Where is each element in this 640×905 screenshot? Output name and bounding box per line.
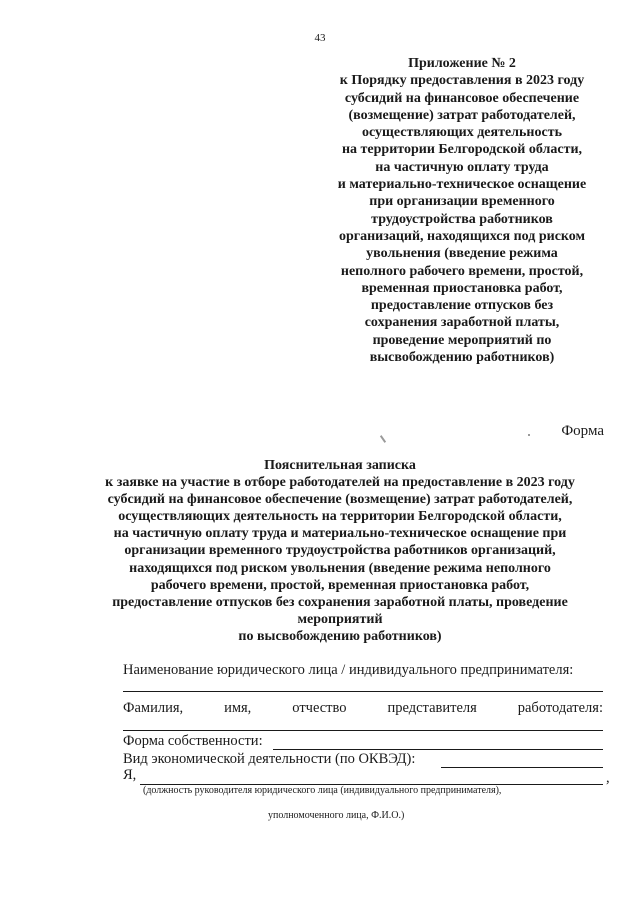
ownership-label: Форма собственности: bbox=[123, 733, 263, 749]
appendix-line: временная приостановка работ, bbox=[361, 280, 563, 296]
representative-word: имя, bbox=[224, 700, 252, 716]
ownership-field[interactable] bbox=[273, 749, 603, 750]
representative-field[interactable] bbox=[123, 730, 603, 731]
note-line: рабочего времени, простой, временная приостановка работ, bbox=[150, 577, 530, 593]
okved-row bbox=[123, 751, 603, 768]
appendix-line: и материально-техническое оснащение bbox=[337, 177, 587, 193]
appendix-line: к Порядку предоставления в 2023 году bbox=[339, 73, 585, 89]
legal-entity-label: Наименование юридического лица / индивидуального предпринимателя: bbox=[123, 662, 574, 678]
note-line: осуществляющих деятельность на территории Белгородской области, bbox=[118, 509, 562, 525]
okved-label: Вид экономической деятельности (по ОКВЭД): bbox=[123, 751, 416, 767]
ownership-row bbox=[123, 733, 603, 750]
appendix-line: при организации временного bbox=[369, 194, 555, 210]
appendix-line: неполного рабочего времени, простой, bbox=[340, 263, 584, 279]
note-line: на частичную оплату труда и материально-техническое оснащение при bbox=[113, 526, 567, 542]
form-label: Форма bbox=[561, 423, 604, 439]
appendix-line: на частичную оплату труда bbox=[375, 159, 549, 175]
representative-word: отчество bbox=[292, 700, 347, 716]
representative-word: представителя bbox=[387, 700, 477, 716]
representative-label bbox=[123, 700, 603, 717]
appendix-line: увольнения (введение режима bbox=[366, 246, 558, 262]
appendix-line: предоставление отпусков без bbox=[370, 298, 554, 314]
appendix-line: трудоустройства работников bbox=[371, 211, 553, 227]
appendix-line: (возмещение) затрат работодателей, bbox=[348, 107, 576, 123]
appendix-line: субсидий на финансовое обеспечение bbox=[344, 90, 580, 106]
appendix-line: проведение мероприятий по bbox=[372, 332, 552, 348]
legal-entity-field[interactable] bbox=[123, 691, 603, 692]
scan-mark bbox=[528, 434, 530, 436]
note-line: предоставление отпусков без сохранения заработной платы, проведение bbox=[112, 594, 568, 610]
appendix-line: Приложение № 2 bbox=[408, 56, 516, 71]
ya-label: Я, bbox=[123, 767, 137, 783]
representative-word: Фамилия, bbox=[123, 700, 184, 716]
note-line: мероприятий bbox=[297, 611, 383, 627]
ya-row bbox=[123, 767, 603, 784]
appendix-line: осуществляющих деятельность bbox=[362, 125, 562, 141]
note-line: находящихся под риском увольнения (введение режима неполного bbox=[129, 560, 551, 576]
appendix-line: высвобождению работников) bbox=[369, 350, 555, 366]
appendix-header bbox=[312, 55, 612, 366]
authorized-caption: уполномоченного лица, Ф.И.О.) bbox=[268, 810, 405, 821]
page-number: 43 bbox=[314, 32, 326, 44]
appendix-line: на территории Белгородской области, bbox=[341, 142, 583, 158]
trailing-comma: , bbox=[606, 770, 610, 786]
note-line: субсидий на финансовое обеспечение (возмещение) затрат работодателей, bbox=[107, 492, 573, 508]
note-title: Пояснительная записка bbox=[264, 458, 416, 473]
explanatory-note-header bbox=[60, 457, 620, 645]
position-caption: (должность руководителя юридического лица (индивидуального предпринимателя), bbox=[143, 785, 502, 796]
note-line: к заявке на участие в отборе работодателей на предоставление в 2023 году bbox=[105, 475, 575, 491]
appendix-line: сохранения заработной платы, bbox=[364, 315, 560, 331]
note-line: организации временного трудоустройства работников организаций, bbox=[124, 543, 556, 559]
representative-word: работодателя: bbox=[517, 700, 603, 716]
note-line: по высвобождению работников) bbox=[238, 628, 442, 644]
scan-mark bbox=[380, 435, 386, 443]
appendix-line: организаций, находящихся под риском bbox=[338, 228, 586, 244]
